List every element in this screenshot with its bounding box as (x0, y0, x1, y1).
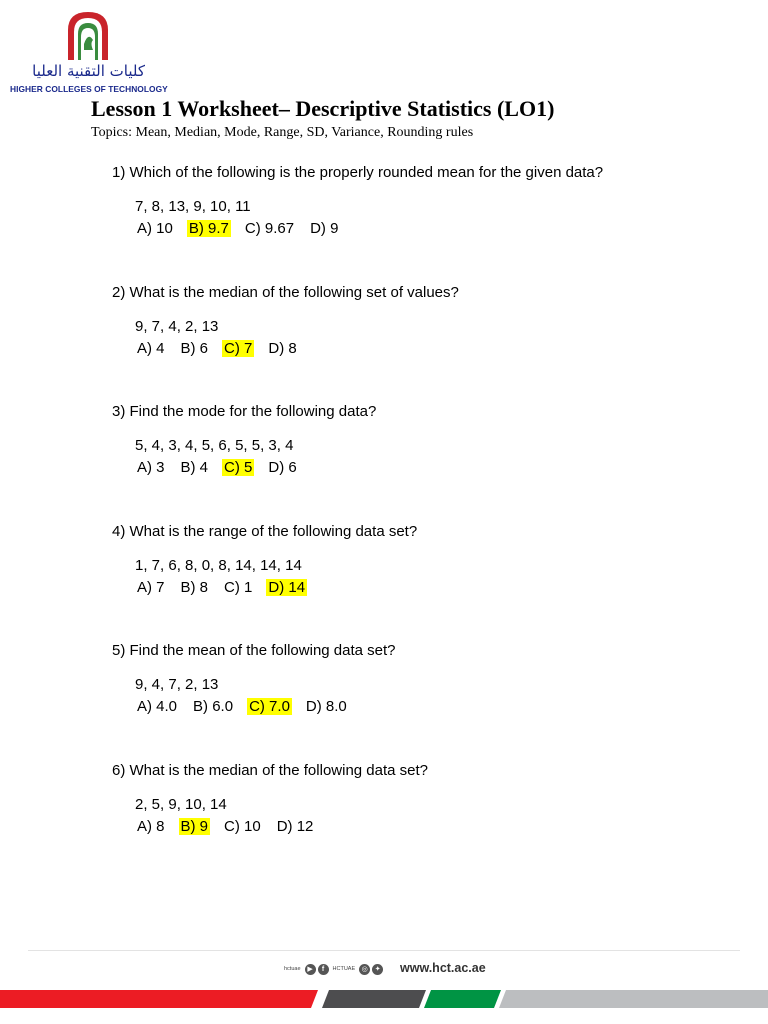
question-text: 6) What is the median of the following data set? (112, 762, 429, 779)
answer-options (135, 698, 361, 715)
answer-option-correct: D) 14 (268, 579, 306, 596)
social-tag: hctuae (284, 966, 301, 972)
answer-option: A) 10 (137, 220, 173, 237)
answer-options (135, 459, 311, 476)
question-data: 5, 4, 3, 4, 5, 6, 5, 5, 3, 4 (135, 437, 294, 454)
answer-option: A) 3 (137, 459, 165, 476)
answer-option: A) 8 (137, 818, 165, 835)
answer-option-correct: B) 9.7 (188, 220, 229, 237)
answer-option: D) 8.0 (305, 698, 347, 715)
instagram-icon[interactable]: ◎ (359, 964, 370, 975)
footer-color-stripes (0, 990, 768, 1008)
facebook-icon[interactable]: f (318, 964, 329, 975)
answer-option: D) 8 (268, 340, 297, 357)
answer-option-correct: C) 7.0 (249, 698, 290, 715)
answer-options (135, 579, 319, 596)
answer-options (135, 818, 327, 835)
answer-option: B) 4 (180, 459, 209, 476)
hct-logo (10, 10, 168, 94)
answer-option: A) 4.0 (137, 698, 178, 715)
question-data: 1, 7, 6, 8, 0, 8, 14, 14, 14 (135, 557, 302, 574)
worksheet-title: Lesson 1 Worksheet– Descriptive Statistics (LO1) (91, 96, 555, 121)
answer-option-correct: B) 9 (180, 818, 209, 835)
question-data: 9, 4, 7, 2, 13 (135, 676, 219, 693)
answer-option: B) 6 (180, 340, 209, 357)
answer-options (135, 220, 352, 237)
question-data: 9, 7, 4, 2, 13 (135, 318, 219, 335)
logo-arabic-text: كليات التقنية العليا (32, 62, 145, 80)
question-text: 1) Which of the following is the properly rounded mean for the given data? (112, 164, 604, 181)
stripe-green (424, 990, 501, 1008)
stripe-red (0, 990, 318, 1008)
answer-options (135, 340, 311, 357)
answer-option: D) 6 (268, 459, 297, 476)
question-text: 2) What is the median of the following set of values? (112, 284, 459, 301)
answer-option-correct: C) 5 (224, 459, 253, 476)
logo-english-text: HIGHER COLLEGES OF TECHNOLOGY (10, 84, 168, 94)
hct-emblem-icon (66, 10, 110, 62)
question-data: 2, 5, 9, 10, 14 (135, 796, 227, 813)
footer-divider (28, 950, 740, 951)
answer-option: C) 10 (224, 818, 261, 835)
question-text: 5) Find the mean of the following data set? (112, 642, 396, 659)
answer-option: C) 1 (224, 579, 253, 596)
social-links (284, 961, 383, 977)
answer-option: B) 6.0 (193, 698, 234, 715)
website-link[interactable]: www.hct.ac.ae (400, 961, 486, 975)
answer-option: A) 7 (137, 579, 165, 596)
stripe-dark (322, 990, 426, 1008)
social-handle: HCTUAE (332, 966, 356, 972)
twitter-icon[interactable]: ✦ (372, 964, 383, 975)
answer-option: A) 4 (137, 340, 165, 357)
stripe-grey (499, 990, 768, 1008)
answer-option: B) 8 (180, 579, 209, 596)
answer-option: D) 12 (276, 818, 314, 835)
answer-option-correct: C) 7 (224, 340, 253, 357)
answer-option: C) 9.67 (244, 220, 295, 237)
answer-option: D) 9 (310, 220, 339, 237)
youtube-icon[interactable]: ▶ (305, 964, 316, 975)
worksheet-topics: Topics: Mean, Median, Mode, Range, SD, Variance, Rounding rules (91, 125, 474, 140)
question-text: 4) What is the range of the following data set? (112, 523, 418, 540)
question-text: 3) Find the mode for the following data? (112, 403, 377, 420)
question-data: 7, 8, 13, 9, 10, 11 (135, 198, 251, 215)
